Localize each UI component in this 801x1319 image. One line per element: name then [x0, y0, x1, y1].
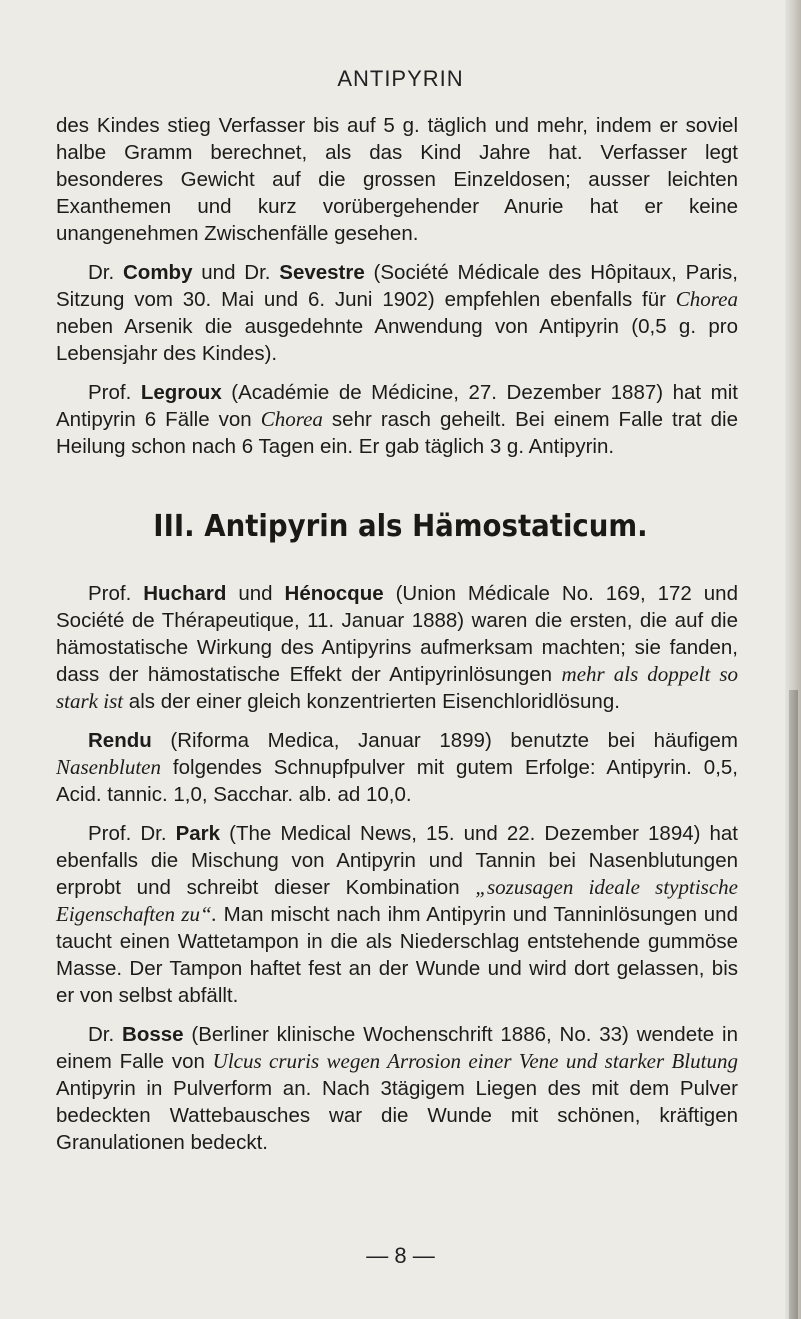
- paragraph-6: Prof. Dr. Park (The Medical News, 15. und 22. Dezember 1894) hat ebenfalls die Mischung von Antipyrin und Tannin bei Nasenblutungen erprobt und schreibt dieser Kombination „sozusagen ideale styptische Eigenschaften zu“. Man mischt nach ihm Antipyrin und Tanninlösungen und taucht einen Wattetampon in die als Niederschlag entstehende gummöse Masse. Der Tampon haftet fest an der Wunde und wird dort gelassen, bis er von selbst abfällt.: [56, 822, 738, 1007]
- paragraph-1: des Kindes stieg Verfasser bis auf 5 g. täglich und mehr, indem er soviel halbe Gramm berechnet, als das Kind Jahre hat. Verfasser legt besonderes Gewicht auf die grossen Einzeldosen; ausser leichten Exanthemen und kurz vorübergehender Anurie hat er keine unangenehmen Zwischenfälle gesehen.: [56, 114, 738, 245]
- section-title: III. Antipyrin als Hämostaticum.: [153, 509, 648, 544]
- paragraph-2: Dr. Comby und Dr. Sevestre (Société Médicale des Hôpitaux, Paris, Sitzung vom 30. Mai und 6. Juni 1902) empfehlen ebenfalls für Chorea neben Arsenik die ausgedehnte Anwendung von Antipyrin (0,5 g. pro Lebensjahr des Kindes).: [56, 261, 738, 365]
- text-block-bottom: [56, 580, 738, 1156]
- paragraph-4: Prof. Huchard und Hénocque (Union Médicale No. 169, 172 und Société de Thérapeutique, 11. Januar 1888) waren die ersten, die auf die hämostatische Wirkung des Antipyrins aufmerksam machten; sie fanden, dass der hämostatische Effekt der Antipyrinlösungen mehr als doppelt so stark ist als der einer gleich konzentrierten Eisenchloridlösung.: [56, 582, 738, 713]
- running-header: ANTIPYRIN: [337, 66, 464, 91]
- paragraph-7: Dr. Bosse (Berliner klinische Wochenschrift 1886, No. 33) wendete in einem Falle von Ulcus cruris wegen Arrosion einer Vene und starker Blutung Antipyrin in Pulverform an. Nach 3tägigem Liegen des mit dem Pulver bedeckten Wattebausches war die Wunde mit schönen, kräftigen Granulationen bedeckt.: [56, 1023, 738, 1154]
- paragraph-5: Rendu (Riforma Medica, Januar 1899) benutzte bei häufigem Nasenbluten folgendes Schnupfpulver mit gutem Erfolge: Antipyrin. 0,5, Acid. tannic. 1,0, Sacchar. alb. ad 10,0.: [56, 729, 738, 806]
- page-number: — 8 —: [366, 1243, 435, 1268]
- page-edge-dark: [789, 690, 798, 1319]
- text-block-top: [56, 112, 738, 460]
- paragraph-3: Prof. Legroux (Académie de Médicine, 27. Dezember 1887) hat mit Antipyrin 6 Fälle von Chorea sehr rasch geheilt. Bei einem Falle trat die Heilung schon nach 6 Tagen ein. Er gab täglich 3 g. Antipyrin.: [56, 381, 738, 458]
